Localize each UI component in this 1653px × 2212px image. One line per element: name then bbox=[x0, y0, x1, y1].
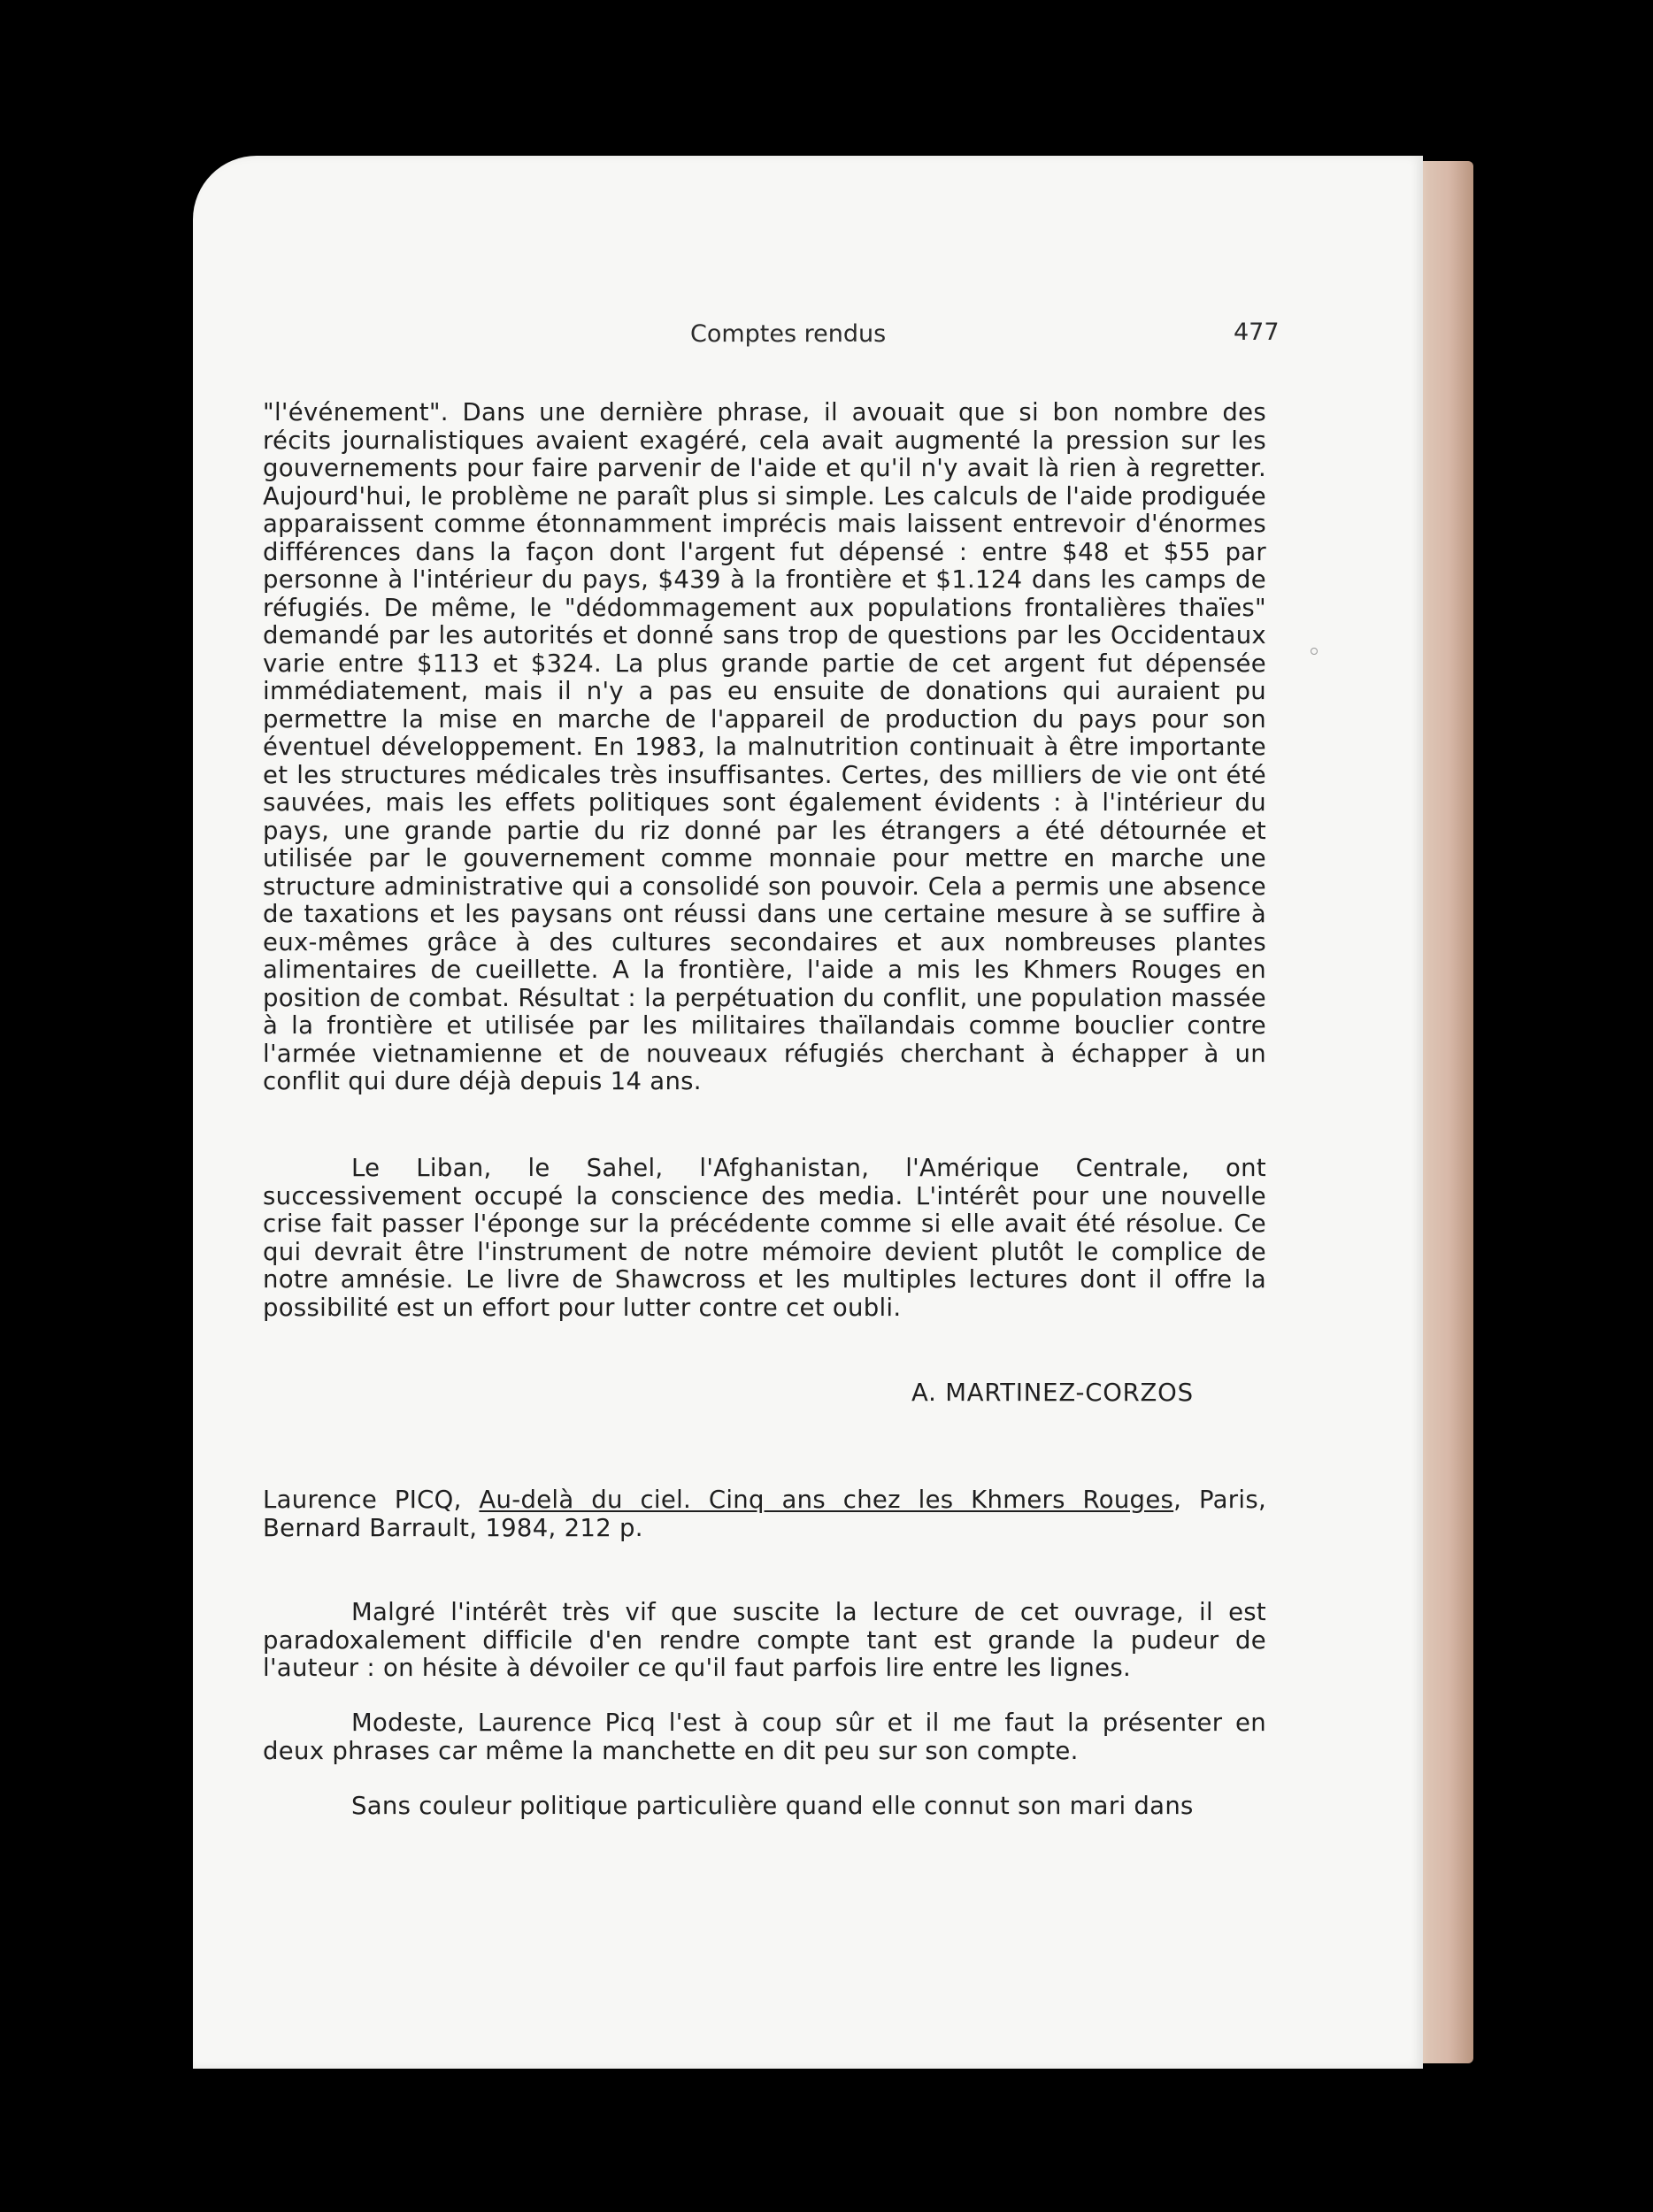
paragraph-text: Modeste, Laurence Picq l'est à coup sûr et il me faut la présenter en deux phrases car même la manchette en dit peu sur son compte. bbox=[263, 1709, 1266, 1765]
citation-title: Au-delà du ciel. Cinq ans chez les Khmers Rouges bbox=[479, 1486, 1174, 1514]
paragraph-text: Malgré l'intérêt très vif que suscite la lecture de cet ouvrage, il est paradoxalement difficile d'en rendre compte tant est grande la pudeur de l'auteur : on hésite à dévoiler ce qu'il faut parfois lire entre les lignes. bbox=[263, 1598, 1266, 1682]
dust-speck bbox=[1311, 648, 1318, 655]
review1-paragraph-1 bbox=[263, 399, 1266, 1096]
review2-paragraph-2 bbox=[263, 1709, 1266, 1765]
paragraph-text: Le Liban, le Sahel, l'Afghanistan, l'Amérique Centrale, ont successivement occupé la conscience des media. L'intérêt pour une nouvelle crise fait passer l'éponge sur la précédente comme si elle avait été résolue. Ce qui devrait être l'instrument de notre mémoire devient plutôt le complice de notre amnésie. Le livre de Shawcross et les multiples lectures dont il offre la possibilité est un effort pour lutter contre cet oubli. bbox=[263, 1154, 1266, 1322]
review2-paragraph-3 bbox=[263, 1793, 1266, 1821]
review1-paragraph-2 bbox=[263, 1155, 1266, 1322]
paragraph-text: "l'événement". Dans une dernière phrase, il avouait que si bon nombre des récits journalistiques avaient exagéré, cela avait augmenté la pression sur les gouvernements pour faire parvenir de l'aide et qu'il n'y avait là rien à regretter. Aujourd'hui, le problème ne paraît plus si simple. Les calculs de l'aide prodiguée apparaissent comme étonnamment imprécis mais laissent entrevoir d'énormes différences dans la façon dont l'argent fut dépensé : entre $48 et $55 par personne à l'intérieur du pays, $439 à la frontière et $1.124 dans les camps de réfugiés. De même, le "dédommagement aux populations frontalières thaïes" demandé par les autorités et donné sans trop de questions par les Occidentaux varie entre $113 et $324. La plus grande partie de cet argent fut dépensée immédiatement, mais il n'y a pas eu ensuite de donations qui auraient pu permettre la mise en marche de l'appareil de production du pays pour son éventuel développement. En 1983, la malnutrition continuait à être importante et les structures médicales très insuffisantes. Certes, des milliers de vie ont été sauvées, mais les effets politiques sont également évidents : à l'intérieur du pays, une grande partie du riz donné par les étrangers a été détournée et utilisée par le gouvernement comme monnaie pour mettre en marche une structure administrative qui a consolidé son pouvoir. Cela a permis une absence de taxations et les paysans ont réussi dans une certaine mesure à se suffire à eux-mêmes grâce à des cultures secondaires et aux nombreuses plantes alimentaires de cueillette. A la frontière, l'aide a mis les Khmers Rouges en position de combat. Résultat : la perpétuation du conflit, une population massée à la frontière et utilisée par les militaires thaïlandais comme bouclier contre l'armée vietnamienne et de nouveaux réfugiés cherchant à échapper à un conflit qui dure déjà depuis 14 ans. bbox=[263, 398, 1266, 1095]
paragraph-text: Sans couleur politique particulière quand elle connut son mari dans bbox=[351, 1792, 1194, 1820]
page-number: 477 bbox=[1234, 319, 1280, 346]
review-signature: A. MARTINEZ-CORZOS bbox=[911, 1379, 1194, 1407]
citation-publication: , Paris, Bernard Barrault, 1984, 212 p. bbox=[263, 1486, 1266, 1542]
review2-paragraph-1 bbox=[263, 1599, 1266, 1683]
book-citation bbox=[263, 1486, 1266, 1542]
citation-author: Laurence PICQ, bbox=[263, 1486, 480, 1514]
running-title: Comptes rendus bbox=[690, 320, 887, 348]
